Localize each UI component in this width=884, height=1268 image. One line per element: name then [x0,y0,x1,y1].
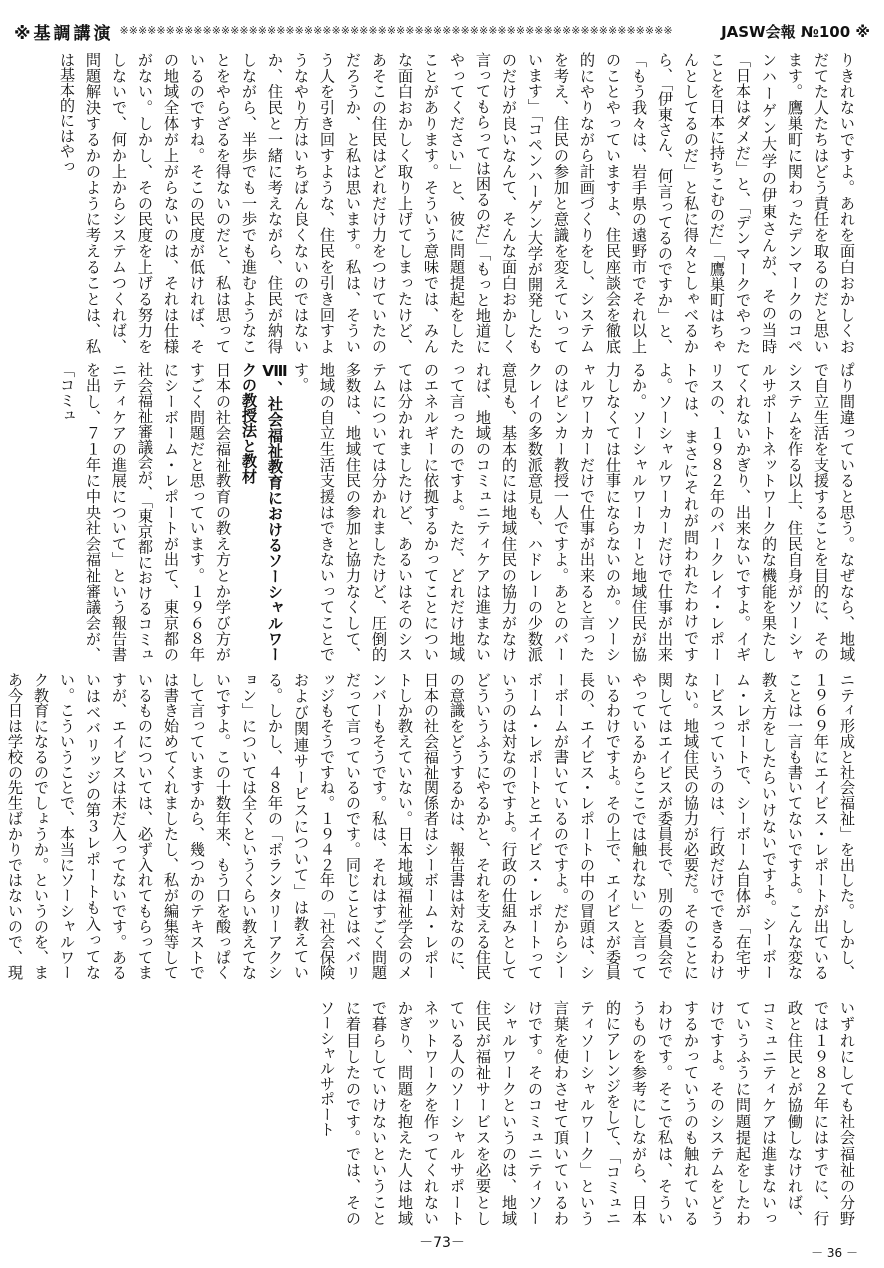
body-paragraph: ニティ形成と社会福祉」を出した。しかし、１９６９年にエイビス・レポートが出ていることは一言も書いてないですよ。こんな変な教え方をしたらいけないですよ。シーボーム・レポートで、シーボーム自体が「在宅サービスっていうのは、行政だけでできるわけない。地域住民の協力が必要だ。そのことに関してはエイビスが委員長で、別の委員会でやっているからここでは触れない」と言っているわけですよ。その上で、エイビスが委員長の、エイビス・レポートの中の冒頭は、シーボームが書いているのですよ。だからシーボーム・レポートとエイビス・レポートっていうのは対なのですよ。行政の仕組みとしてどういうふうにやるかと、それを支える住民の意識をどうするかは、報告書は対なのに、日本の社会福祉関係者はシーボーム・レポートしか教えていない。日本地域福祉学会のメンバーもそうです。私は、それはすごく問題だって言っているのです。同じことはベバリッジもそうですね。１９４２年の「社会保険および関連サービスについて」は教えている。しかし、４８年の「ボランタリーアクション」については全くというくらい教えてないですよ。この十数年来、もう口を酸っぱくして言っていますから、幾つかのテキストでは書き始めてくれましたし、私が編集等しているものについては、必ず入れてもらってますが、エイビスは未だ入ってないです。あるいはベバ [84,672,856,980]
text-tier-2 [24,362,860,662]
journal-issue: JASW会報 №100 ※ [721,22,870,41]
page-number-secondary: － 36 － [811,1246,858,1260]
section-heading-8: Ⅷ、社会福祉教育におけるソーシャルワークの教授法と教材 [240,362,284,662]
text-tier-1 [24,52,860,354]
body-text-block: いずれにしても社会福祉の分野では１９８２年にはすでに、行政と住民とが協働しなければ、コミュニティケアは進まないっていうふうに問題提起をしたわけですよ。そのシステムをどうするかっていうのも触れているわけです。そこで私は、そういうものを参考にしながら、日本的にアレンジをして、「コミュニティソーシャルワーク」という言葉を使わさせて頂いているわけです。そのコミュニティソーシャルワークというのは、地域住民が福祉サービスを必要としている人のソーシャルサポートネットワークを作ってくれないかぎり、問題を抱えた人は地域で暮らしていけないということに着目したのです。では、そのソーシャルサポート [318,1000,856,1226]
page-number: －73－ [419,1235,465,1251]
text-tier-4 [24,1000,860,1226]
header-ornament: ※※※※※※※※※※※※※※※※※※※※※※※※※※※※※※※※※※※※※※※※※※※※※※※※※※※※※※※※※※※※ [119,24,673,37]
body-paragraph: 日本の社会福祉教育の教え方とか学び方がすごく問題だと思っています。１９６８年にシーボーム・レポートが出て、東京都の社会福祉審議会が、「東京都におけるコミュニティケアの進展について」という報告書を出し、７１年に中央社会福祉審議会が、「コミュ [58,362,232,662]
body-paragraph: ぱり間違っていると思う。なぜなら、地域で自立生活を支援することを目的に、そのシステムを作る以上、住民自身がソーシャルサポートネットワーク的な機能を果たしてくれないかぎり、出来ないですよ。イギリスの、１９８２年のバークレイ・レポートでは、まさにそれが問われたわけですよ。ソーシャルワーカーだけで仕事が出来るか。ソーシャルワーカーと地域住民が協力しなくては仕事にならないのか。ソーシャルワーカーだけで仕事が出来ると言ったのはピンカー教授一人ですよ。あとのバークレイの多数派意見も、ハドレーの少数派意見も、基本的には地域住民の協力がなければ、地域のコミュニティケアは進まないって言ったのですよ。ただ、どれだけ地域のエネルギーに依拠するかってことについては分かれましたけど、あるいはそのシステムについては分かれましたけど、圧倒的多数は、地域住民の参加と協力なくして、地域の自立生活支援はできないってことです。 [292,362,856,662]
header-title: ※基調講演 [14,23,114,44]
body-text-block [6,672,860,981]
body-text-block: りきれないですよ。あれを面白おかしくおだてた人たちはどう責任を取るのだと思います。鷹巣町に関わったデンマークのコペンハーゲン大学の伊東さんが、その当時「日本はダメだ」と、「デンマークでやったことを日本に持ちこむのだ」「鷹巣町はちゃんとしてるのだ」と私に得々としゃべるから、「伊東さん、何言ってるのですか」と、「もう我々は、岩手県の遠野市でそれ以上のことやっていますよ、住民座談会を徹底的にやりながら計画づくりをし、システムを考え、住民の参加と意識を変えていっています」「コペンハーゲン大学が開発したものだけが良いなんて、そんな面白おかしく言ってもらっては困るのだ」「もっと地道にやってください」と、彼に問題提起をしたことがあります。そういう意味では、みんな面白おかしく取り上げてしまったけど、あそこの住民はどれだけ力をつけていたのだろうか、と私は思います。私は、そういう人を引き回すような、住民を引き回すようなやり方はいちばん良くないのではないか、住民と一緒に考えながら、住民が納得しながら、半歩でも一歩でも進むようなことをやらざるを得ないのだと、私は思っているのですね。そこの民度が低ければ、その地域全体が上がらないのは、それは仕様がない。しかし、その民度を上げる努力をしないで、何か上からシステムつくれば、問題解決するかのように考えることは、私は基本的にはやっ [58,52,856,354]
running-header [14,20,870,42]
text-tier-3 [6,672,860,981]
body-paragraph: リッジの第３レポートも入ってない。こういうことで、本当にソーシャルワーク教育になるのでしょうか。というのを、まあ今日は学校の先生ばかりではないので、現 [6,672,102,981]
body-text-block [24,362,860,662]
